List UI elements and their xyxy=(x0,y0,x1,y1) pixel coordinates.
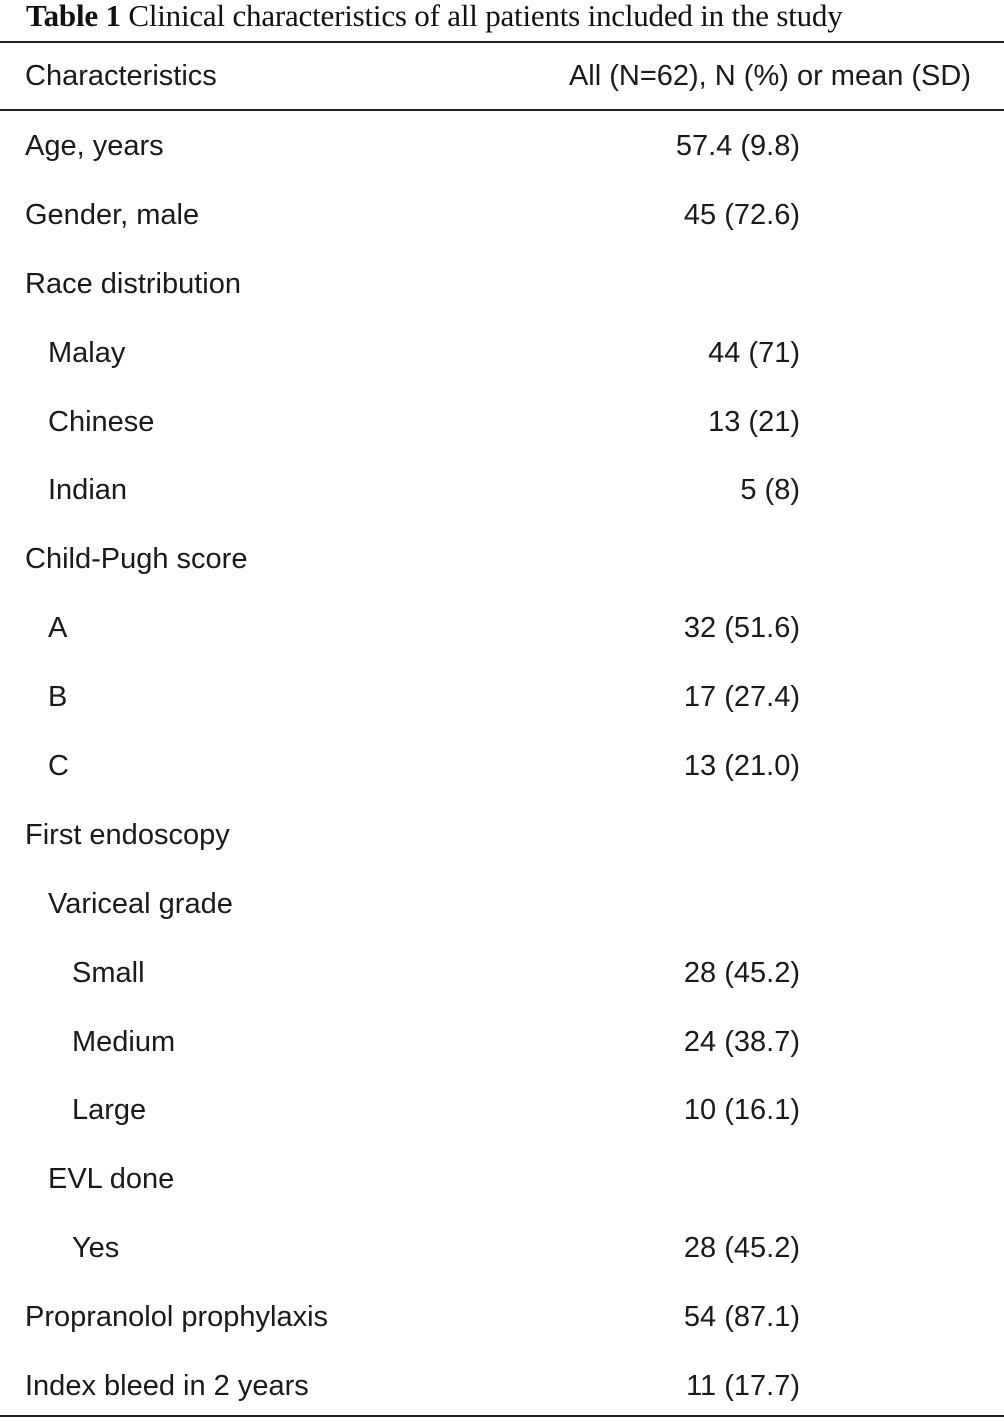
row-value: 24 (38.7) xyxy=(683,1025,800,1058)
table-caption-text: Clinical characteristics of all patients included in the study xyxy=(128,0,843,33)
row-value: 13 (21) xyxy=(708,405,800,438)
row-label: EVL done xyxy=(48,1163,175,1196)
row-value: 17 (27.4) xyxy=(683,681,800,714)
row-value: 28 (45.2) xyxy=(683,956,800,989)
table-row xyxy=(0,938,1004,1007)
header-characteristics: Characteristics xyxy=(25,60,217,92)
row-label: Child-Pugh score xyxy=(25,543,248,576)
row-label: A xyxy=(48,612,68,645)
table-header xyxy=(0,43,1004,109)
row-label: Medium xyxy=(72,1025,176,1058)
row-label: Yes xyxy=(72,1232,120,1265)
row-label: Gender, male xyxy=(25,198,200,231)
row-value: 44 (71) xyxy=(708,336,800,369)
table-row xyxy=(0,731,1004,800)
table-row xyxy=(0,111,1004,180)
table-row xyxy=(0,1007,1004,1076)
table-row xyxy=(0,180,1004,249)
row-label: Chinese xyxy=(48,405,155,438)
row-label: B xyxy=(48,681,68,714)
row-label: Index bleed in 2 years xyxy=(25,1370,309,1403)
table-row xyxy=(0,593,1004,662)
table-row xyxy=(0,318,1004,387)
table-row xyxy=(0,1213,1004,1282)
row-value: 13 (21.0) xyxy=(683,750,800,783)
row-value: 45 (72.6) xyxy=(683,198,800,231)
row-value: 57.4 (9.8) xyxy=(675,130,800,162)
table-row xyxy=(0,524,1004,593)
row-label: First endoscopy xyxy=(25,818,230,851)
row-label: Age, years xyxy=(25,130,164,162)
table-bottom-rule xyxy=(0,1415,1004,1417)
table-body xyxy=(0,111,1004,1420)
table-row xyxy=(0,800,1004,869)
table-row xyxy=(0,1282,1004,1351)
table-row xyxy=(0,869,1004,938)
row-value: 54 (87.1) xyxy=(683,1301,800,1334)
header-all-patients: All (N=62), N (%) or mean (SD) xyxy=(568,60,971,92)
table-caption-label: Table 1 xyxy=(26,0,121,33)
row-value: 28 (45.2) xyxy=(683,1232,800,1265)
table-row xyxy=(0,662,1004,731)
table-row xyxy=(0,455,1004,524)
row-value: 10 (16.1) xyxy=(683,1094,800,1127)
row-label: Indian xyxy=(48,474,128,507)
table-row xyxy=(0,249,1004,318)
row-label: Propranolol prophylaxis xyxy=(25,1301,329,1334)
row-label: Malay xyxy=(48,336,126,369)
row-label: Variceal grade xyxy=(48,887,233,920)
row-label: Small xyxy=(72,956,145,989)
table-row xyxy=(0,1351,1004,1420)
row-label: Large xyxy=(72,1094,147,1127)
row-value: 32 (51.6) xyxy=(683,612,800,645)
table-row xyxy=(0,387,1004,456)
table-row xyxy=(0,1075,1004,1144)
row-label: Race distribution xyxy=(25,267,241,300)
row-value: 5 (8) xyxy=(740,474,800,507)
table-caption xyxy=(26,0,843,38)
row-label: C xyxy=(48,750,69,783)
table-row xyxy=(0,1144,1004,1213)
row-value: 11 (17.7) xyxy=(686,1370,800,1403)
